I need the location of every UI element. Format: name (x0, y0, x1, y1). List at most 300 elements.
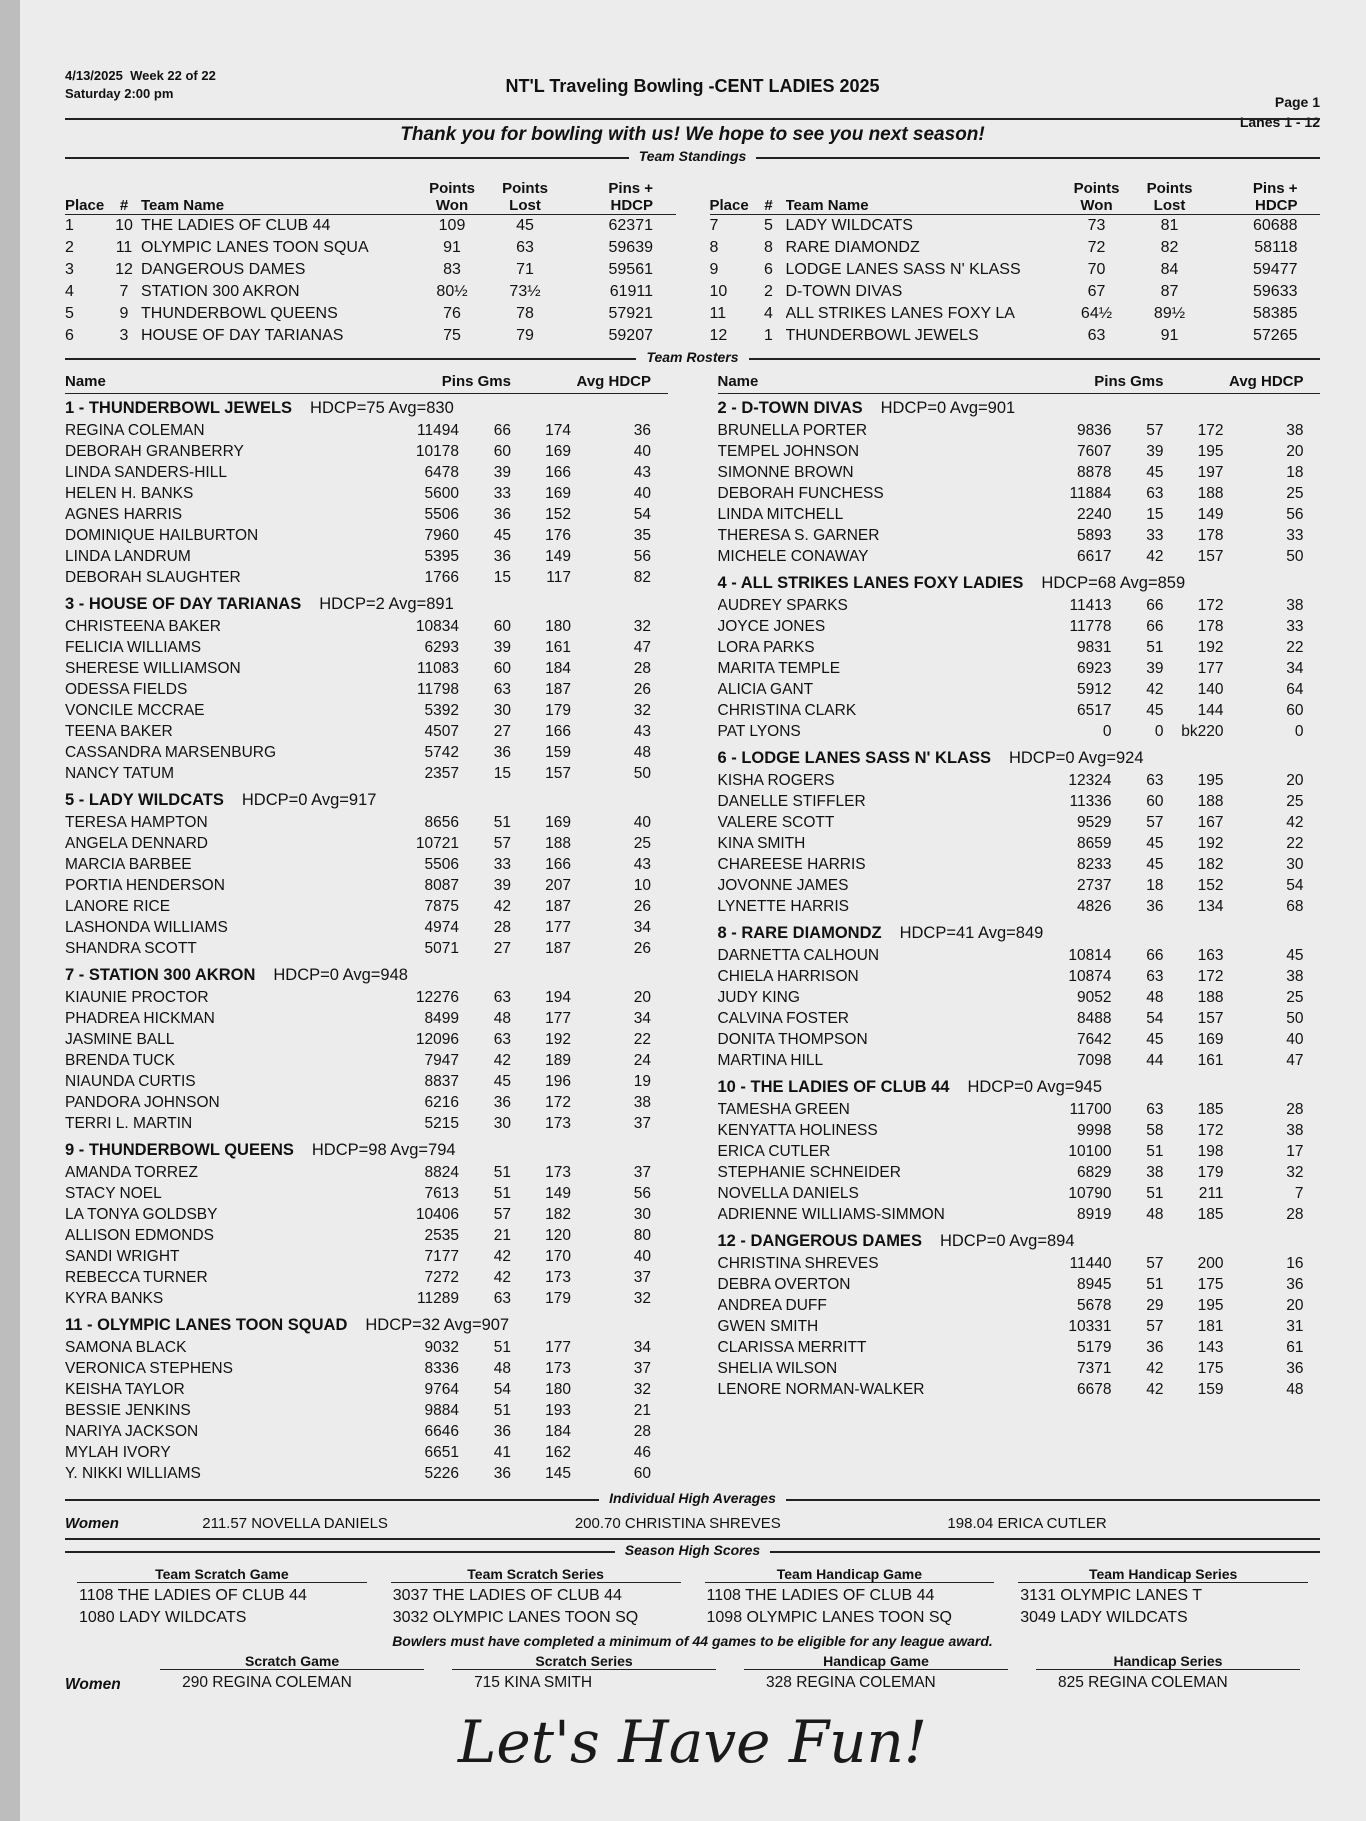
team-number: 10 (115, 217, 133, 234)
bowler-pins: 11884 (1069, 485, 1112, 502)
bowler-name: DEBRA OVERTON (717, 1276, 851, 1293)
bowler-row (718, 854, 1321, 875)
shs-line: 1108 THE LADIES OF CLUB 44 (79, 1587, 307, 1604)
bowler-average: 152 (1197, 877, 1224, 894)
bowler-games: 36 (493, 548, 511, 565)
team-name: THE LADIES OF CLUB 44 (141, 217, 331, 234)
pins-hdcp: 61911 (609, 283, 653, 300)
bowler-average: 181 (1197, 1318, 1224, 1335)
team-number: 11 (115, 239, 133, 256)
bowler-average: 169 (545, 485, 571, 502)
bowler-average: 152 (545, 506, 571, 523)
bowler-average: 180 (545, 618, 571, 635)
team-name: 6 - LODGE LANES SASS N' KLASS (717, 749, 991, 767)
col-team: Team Name (785, 197, 869, 214)
points-lost: 82 (1160, 239, 1179, 256)
points-won: 72 (1087, 239, 1106, 256)
bowler-row (65, 1029, 668, 1050)
points-won: 80½ (436, 283, 468, 300)
standings-row (65, 215, 676, 237)
bowler-games: 39 (1146, 660, 1164, 677)
section-standings (65, 148, 1320, 166)
bowler-row (65, 441, 668, 462)
team-number: 1 (764, 327, 773, 344)
bowler-row (65, 854, 668, 875)
bowler-games: 57 (1146, 1318, 1164, 1335)
bowler-average: 193 (545, 1402, 571, 1419)
bowler-pins: 8878 (1077, 464, 1112, 481)
bowler-pins: 11494 (417, 422, 459, 439)
bowler-name: REGINA COLEMAN (65, 422, 205, 439)
bowler-handicap: 32 (1286, 1164, 1304, 1181)
bowler-handicap: 56 (633, 1185, 651, 1202)
team-name: 3 - HOUSE OF DAY TARIANAS (65, 595, 302, 613)
bowler-pins: 8087 (424, 877, 459, 894)
team-title (718, 571, 1321, 595)
bowler-games: 45 (1146, 856, 1164, 873)
bowler-average: 134 (1197, 898, 1224, 915)
bowler-pins: 4507 (424, 723, 459, 740)
bowler-name: GWEN SMITH (717, 1318, 819, 1335)
ind-col-line: 825 REGINA COLEMAN (1058, 1674, 1228, 1691)
team-name: OLYMPIC LANES TOON SQUA (141, 239, 369, 256)
bowler-average: 187 (545, 898, 571, 915)
bowler-name: ALICIA GANT (717, 681, 814, 698)
bowler-average: 180 (545, 1381, 571, 1398)
team-title (65, 788, 668, 812)
bowler-row (65, 1463, 668, 1484)
bowler-average: 163 (1197, 947, 1224, 964)
bowler-row (718, 1274, 1321, 1295)
col-avg-hdcp: Avg HDCP (1229, 373, 1304, 390)
bowler-name: ERICA CUTLER (717, 1143, 831, 1160)
bowler-games: 66 (1146, 947, 1164, 964)
bowler-name: NANCY TATUM (65, 765, 175, 782)
points-won: 64½ (1080, 305, 1113, 322)
bowler-pins: 2535 (424, 1227, 459, 1244)
lanes-range: Lanes 1 - 12 (1239, 114, 1320, 130)
bowler-name: DEBORAH SLAUGHTER (65, 569, 241, 586)
col-pins: Pins + HDCP (608, 180, 653, 214)
bowler-games: 42 (1146, 548, 1164, 565)
bowler-pins: 9836 (1077, 422, 1112, 439)
bowler-handicap: 50 (1286, 1010, 1304, 1027)
col-won: Points Won (429, 180, 475, 214)
bowler-games: 63 (493, 1031, 511, 1048)
bowler-games: 57 (1146, 422, 1164, 439)
team-number: 12 (115, 261, 133, 278)
bowler-handicap: 56 (633, 548, 651, 565)
bowler-pins: 6646 (424, 1423, 459, 1440)
bowler-games: 38 (1146, 1164, 1164, 1181)
bowler-name: Y. NIKKI WILLIAMS (65, 1465, 201, 1482)
team-name: THUNDERBOWL QUEENS (141, 305, 338, 322)
bowler-pins: 2357 (424, 765, 459, 782)
place: 9 (709, 261, 719, 278)
bowler-average: 172 (1197, 1122, 1224, 1139)
team-title (65, 1138, 668, 1162)
bowler-name: LINDA SANDERS-HILL (65, 464, 227, 481)
points-won: 76 (443, 305, 461, 322)
standings-row (710, 281, 1321, 303)
bowler-name: MICHELE CONAWAY (717, 548, 869, 565)
bowler-games: 66 (1146, 597, 1164, 614)
ind-col-line: 328 REGINA COLEMAN (766, 1674, 936, 1691)
iha-item: 211.57 NOVELLA DANIELS (202, 1514, 388, 1532)
bowler-row (718, 833, 1321, 854)
bowler-name: DEBORAH GRANBERRY (65, 443, 244, 460)
bowler-row (65, 987, 668, 1008)
bowler-handicap: 47 (633, 639, 651, 656)
bowler-average: 192 (1197, 639, 1224, 656)
bowler-name: CALVINA FOSTER (717, 1010, 849, 1027)
standings-row (710, 215, 1321, 237)
bowler-name: JOYCE JONES (717, 618, 826, 635)
bowler-pins: 11778 (1069, 618, 1112, 635)
team-roster (718, 746, 1321, 917)
bowler-pins: 6216 (424, 1094, 459, 1111)
bowler-row (65, 1442, 668, 1463)
bowler-pins: 5215 (424, 1115, 459, 1132)
points-lost: 81 (1160, 217, 1179, 234)
bowler-average: 173 (545, 1360, 571, 1377)
bowler-pins: 10100 (1068, 1143, 1112, 1160)
bowler-handicap: 26 (633, 898, 651, 915)
bowler-games: 15 (1146, 506, 1164, 523)
roster-column-right (718, 371, 1321, 1488)
bowler-average: 172 (1197, 597, 1224, 614)
bowler-handicap: 32 (633, 702, 651, 719)
place: 1 (65, 217, 74, 234)
bowler-average: 177 (545, 1339, 571, 1356)
team-title (65, 592, 668, 616)
bowler-name: PORTIA HENDERSON (65, 877, 225, 894)
bowler-handicap: 0 (1294, 723, 1304, 740)
bowler-pins: 1766 (424, 569, 459, 586)
bowler-handicap: 40 (1286, 1031, 1304, 1048)
bowler-games: 66 (1146, 618, 1164, 635)
bowler-games: 42 (493, 898, 511, 915)
page-number: Page 1 (1274, 94, 1320, 110)
team-hdcp-avg: HDCP=32 Avg=907 (365, 1316, 510, 1334)
bowler-name: HELEN H. BANKS (65, 485, 194, 502)
section-shs (65, 1542, 1320, 1560)
bowler-name: LANORE RICE (65, 898, 171, 915)
bowler-handicap: 26 (633, 940, 651, 957)
bowler-handicap: 20 (1286, 1297, 1304, 1314)
shs-line: 3037 THE LADIES OF CLUB 44 (392, 1587, 622, 1604)
bowler-row (65, 420, 668, 441)
bowler-games: 63 (493, 989, 511, 1006)
bowler-name: ODESSA FIELDS (65, 681, 188, 698)
col-pins: Pins + HDCP (1252, 180, 1298, 214)
bowler-handicap: 40 (633, 485, 651, 502)
place: 3 (65, 261, 74, 278)
bowler-name: PHADREA HICKMAN (65, 1010, 215, 1027)
col-place: Place (709, 197, 749, 214)
bowler-games: 42 (493, 1269, 511, 1286)
place: 11 (709, 305, 727, 322)
bowler-handicap: 20 (1286, 772, 1304, 789)
bowler-row (718, 525, 1321, 546)
ind-col-label: Scratch Series (452, 1653, 716, 1670)
bowler-name: BESSIE JENKINS (65, 1402, 191, 1419)
bowler-handicap: 43 (633, 464, 651, 481)
bowler-pins: 12324 (1068, 772, 1112, 789)
bowler-pins: 11336 (1069, 793, 1112, 810)
bowler-name: SAMONA BLACK (65, 1339, 187, 1356)
bowler-row (718, 896, 1321, 917)
bowler-games: 18 (1146, 877, 1164, 894)
bowler-name: KINA SMITH (717, 835, 806, 852)
bowler-name: CASSANDRA MARSENBURG (65, 744, 277, 761)
bowler-handicap: 56 (1286, 506, 1304, 523)
bowler-games: 39 (493, 464, 511, 481)
team-roster (65, 396, 668, 588)
bowler-games: 30 (493, 702, 511, 719)
roster-header (65, 371, 668, 394)
team-number: 6 (764, 261, 773, 278)
team-name: 4 - ALL STRIKES LANES FOXY LADIES (717, 574, 1024, 592)
place: 7 (709, 217, 719, 234)
shs-label: Team Handicap Game (705, 1566, 995, 1583)
team-name: 11 - OLYMPIC LANES TOON SQUAD (65, 1316, 348, 1334)
bowler-pins: 10814 (1068, 947, 1112, 964)
report-date: 4/13/2025 (65, 68, 123, 83)
bowler-games: 51 (1146, 1276, 1164, 1293)
bowler-row (65, 1008, 668, 1029)
team-number: 4 (764, 305, 773, 322)
bowler-name: TERRI L. MARTIN (65, 1115, 193, 1132)
bowler-row (65, 1092, 668, 1113)
bowler-pins: 12276 (415, 989, 459, 1006)
header-right (1240, 92, 1320, 132)
bowler-average: 185 (1197, 1206, 1224, 1223)
bowler-name: KISHA ROGERS (717, 772, 835, 789)
bowler-name: STACY NOEL (65, 1185, 162, 1202)
bowler-games: 36 (493, 1094, 511, 1111)
bowler-row (65, 567, 668, 588)
bowler-pins: 5506 (424, 856, 459, 873)
bowler-handicap: 43 (633, 723, 651, 740)
bowler-pins: 6478 (424, 464, 459, 481)
bowler-name: ANGELA DENNARD (65, 835, 208, 852)
bowler-pins: 4826 (1077, 898, 1112, 915)
bowler-average: bk220 (1181, 723, 1224, 740)
bowler-pins: 6517 (1077, 702, 1112, 719)
bowler-name: PANDORA JOHNSON (65, 1094, 220, 1111)
bowler-name: CHRISTEENA BAKER (65, 618, 221, 635)
bowler-row (65, 679, 668, 700)
bowler-row (65, 763, 668, 784)
bowler-handicap: 34 (1286, 660, 1304, 677)
bowler-name: LINDA MITCHELL (717, 506, 844, 523)
bowler-handicap: 40 (633, 443, 651, 460)
bowler-row (65, 1204, 668, 1225)
points-won: 109 (438, 217, 466, 234)
bowler-games: 29 (1146, 1297, 1164, 1314)
team-number: 5 (764, 217, 773, 234)
thanks-message: Thank you for bowling with us! We hope to see you next season! (400, 124, 985, 145)
bowler-average: 161 (1197, 1052, 1224, 1069)
bowler-pins: 4974 (424, 919, 459, 936)
bowler-row (65, 917, 668, 938)
bowler-handicap: 25 (633, 835, 651, 852)
bowler-row (718, 987, 1321, 1008)
bowler-handicap: 37 (633, 1360, 651, 1377)
bowler-name: KENYATTA HOLINESS (717, 1122, 878, 1139)
bowler-name: MYLAH IVORY (65, 1444, 171, 1461)
bowler-name: SHELIA WILSON (717, 1360, 838, 1377)
bowler-handicap: 28 (1286, 1206, 1304, 1223)
section-standings-label: Team Standings (629, 148, 757, 164)
standings-row (710, 259, 1321, 281)
rosters (65, 371, 1320, 1488)
bowler-average: 143 (1197, 1339, 1224, 1356)
bowler-average: 179 (545, 702, 571, 719)
bowler-games: 60 (493, 660, 511, 677)
bowler-average: 187 (545, 681, 571, 698)
bowler-average: 200 (1197, 1255, 1224, 1272)
bowler-average: 184 (545, 1423, 571, 1440)
bowler-row (718, 1316, 1321, 1337)
team-name: ALL STRIKES LANES FOXY LA (785, 305, 1015, 322)
bowler-handicap: 40 (633, 1248, 651, 1265)
bowler-handicap: 68 (1286, 898, 1304, 915)
bowler-handicap: 20 (1286, 443, 1304, 460)
bowler-pins: 7272 (424, 1269, 459, 1286)
iha-item: 198.04 ERICA CUTLER (947, 1514, 1107, 1532)
bowler-name: SIMONNE BROWN (717, 464, 854, 481)
standings-row (710, 303, 1321, 325)
bowler-pins: 9831 (1077, 639, 1112, 656)
team-number: 7 (119, 283, 129, 300)
bowler-handicap: 50 (1286, 548, 1304, 565)
bowler-pins: 8919 (1077, 1206, 1112, 1223)
bowler-name: MARITA TEMPLE (717, 660, 841, 677)
bowler-name: REBECCA TURNER (65, 1269, 208, 1286)
col-place: Place (65, 197, 105, 214)
col-name: Name (65, 373, 106, 390)
bowler-pins: 7177 (424, 1248, 459, 1265)
bowler-pins: 7371 (1077, 1360, 1112, 1377)
bowler-row (65, 504, 668, 525)
team-name: 12 - DANGEROUS DAMES (717, 1232, 922, 1250)
section-iha-label: Individual High Averages (599, 1490, 786, 1506)
bowler-games: 48 (1146, 1206, 1164, 1223)
bowler-average: 182 (1197, 856, 1224, 873)
bowler-handicap: 32 (633, 1381, 651, 1398)
ind-col-line: 715 KINA SMITH (474, 1674, 593, 1691)
bowler-name: AGNES HARRIS (65, 506, 183, 523)
bowler-handicap: 33 (1286, 618, 1304, 635)
bowler-pins: 8233 (1077, 856, 1112, 873)
bowler-name: JASMINE BALL (65, 1031, 175, 1048)
bowler-handicap: 82 (633, 569, 651, 586)
bowler-pins: 10721 (415, 835, 459, 852)
bowler-handicap: 38 (1286, 422, 1304, 439)
team-name: THUNDERBOWL JEWELS (785, 327, 979, 344)
bowler-average: 174 (545, 422, 571, 439)
bowler-games: 15 (493, 569, 511, 586)
bowler-pins: 10790 (1068, 1185, 1112, 1202)
report-week: Week 22 of 22 (130, 68, 216, 83)
bowler-name: KEISHA TAYLOR (65, 1381, 185, 1398)
bowler-average: 144 (1197, 702, 1224, 719)
team-roster (718, 921, 1321, 1071)
points-won: 73 (1087, 217, 1106, 234)
bowler-games: 36 (493, 1423, 511, 1440)
bowler-games: 63 (493, 1290, 511, 1307)
bowler-handicap: 38 (1286, 968, 1304, 985)
bowler-pins: 5678 (1077, 1297, 1112, 1314)
bowler-games: 57 (493, 835, 511, 852)
bowler-games: 57 (493, 1206, 511, 1223)
bowler-row (718, 966, 1321, 987)
bowler-row (65, 1225, 668, 1246)
team-title (65, 396, 668, 420)
individual-high-averages (65, 1508, 1320, 1540)
bowler-average: 172 (1197, 422, 1224, 439)
bowler-games: 57 (1146, 814, 1164, 831)
bowler-games: 48 (1146, 989, 1164, 1006)
season-high-scores (65, 1566, 1320, 1629)
bowler-handicap: 30 (1286, 856, 1304, 873)
bowler-row (718, 1295, 1321, 1316)
bowler-pins: 10178 (415, 443, 459, 460)
bowler-games: 27 (493, 723, 511, 740)
bowler-row (65, 1071, 668, 1092)
bowler-handicap: 33 (1286, 527, 1304, 544)
bowler-row (718, 1120, 1321, 1141)
bowler-average: 166 (545, 464, 571, 481)
section-shs-label: Season High Scores (615, 1542, 770, 1558)
bowler-handicap: 32 (633, 1290, 651, 1307)
bowler-games: 45 (493, 527, 511, 544)
bowler-name: STEPHANIE SCHNEIDER (717, 1164, 901, 1181)
standings-table-left (65, 170, 676, 347)
shs-line: 3049 LADY WILDCATS (1020, 1609, 1188, 1626)
bowler-games: 63 (1146, 772, 1164, 789)
team-name: 2 - D-TOWN DIVAS (717, 399, 863, 417)
bowler-handicap: 37 (633, 1164, 651, 1181)
place: 12 (709, 327, 728, 344)
bowler-name: ADRIENNE WILLIAMS-SIMMON (717, 1206, 945, 1223)
bowler-pins: 7960 (424, 527, 459, 544)
bowler-handicap: 16 (1286, 1255, 1304, 1272)
bowler-pins: 10874 (1068, 968, 1112, 985)
bowler-name: KYRA BANKS (65, 1290, 164, 1307)
bowler-pins: 6829 (1077, 1164, 1112, 1181)
bowler-row (718, 1050, 1321, 1071)
team-name: STATION 300 AKRON (141, 283, 300, 300)
bowler-row (65, 721, 668, 742)
bowler-pins: 5395 (424, 548, 459, 565)
bowler-handicap: 21 (633, 1402, 651, 1419)
team-number: 8 (764, 239, 773, 256)
bowler-handicap: 24 (633, 1052, 651, 1069)
bowler-name: CHRISTINA SHREVES (717, 1255, 879, 1272)
bowler-average: 192 (545, 1031, 571, 1048)
pins-hdcp: 57921 (608, 305, 653, 322)
bowler-average: 149 (545, 548, 571, 565)
shs-team-handicap-game (693, 1566, 1007, 1629)
bowler-name: VONCILE MCCRAE (65, 702, 205, 719)
bowler-row (65, 1358, 668, 1379)
ind-col-label: Handicap Game (744, 1653, 1008, 1670)
col-lost: Points Lost (502, 180, 548, 214)
bowler-name: SANDI WRIGHT (65, 1248, 180, 1265)
